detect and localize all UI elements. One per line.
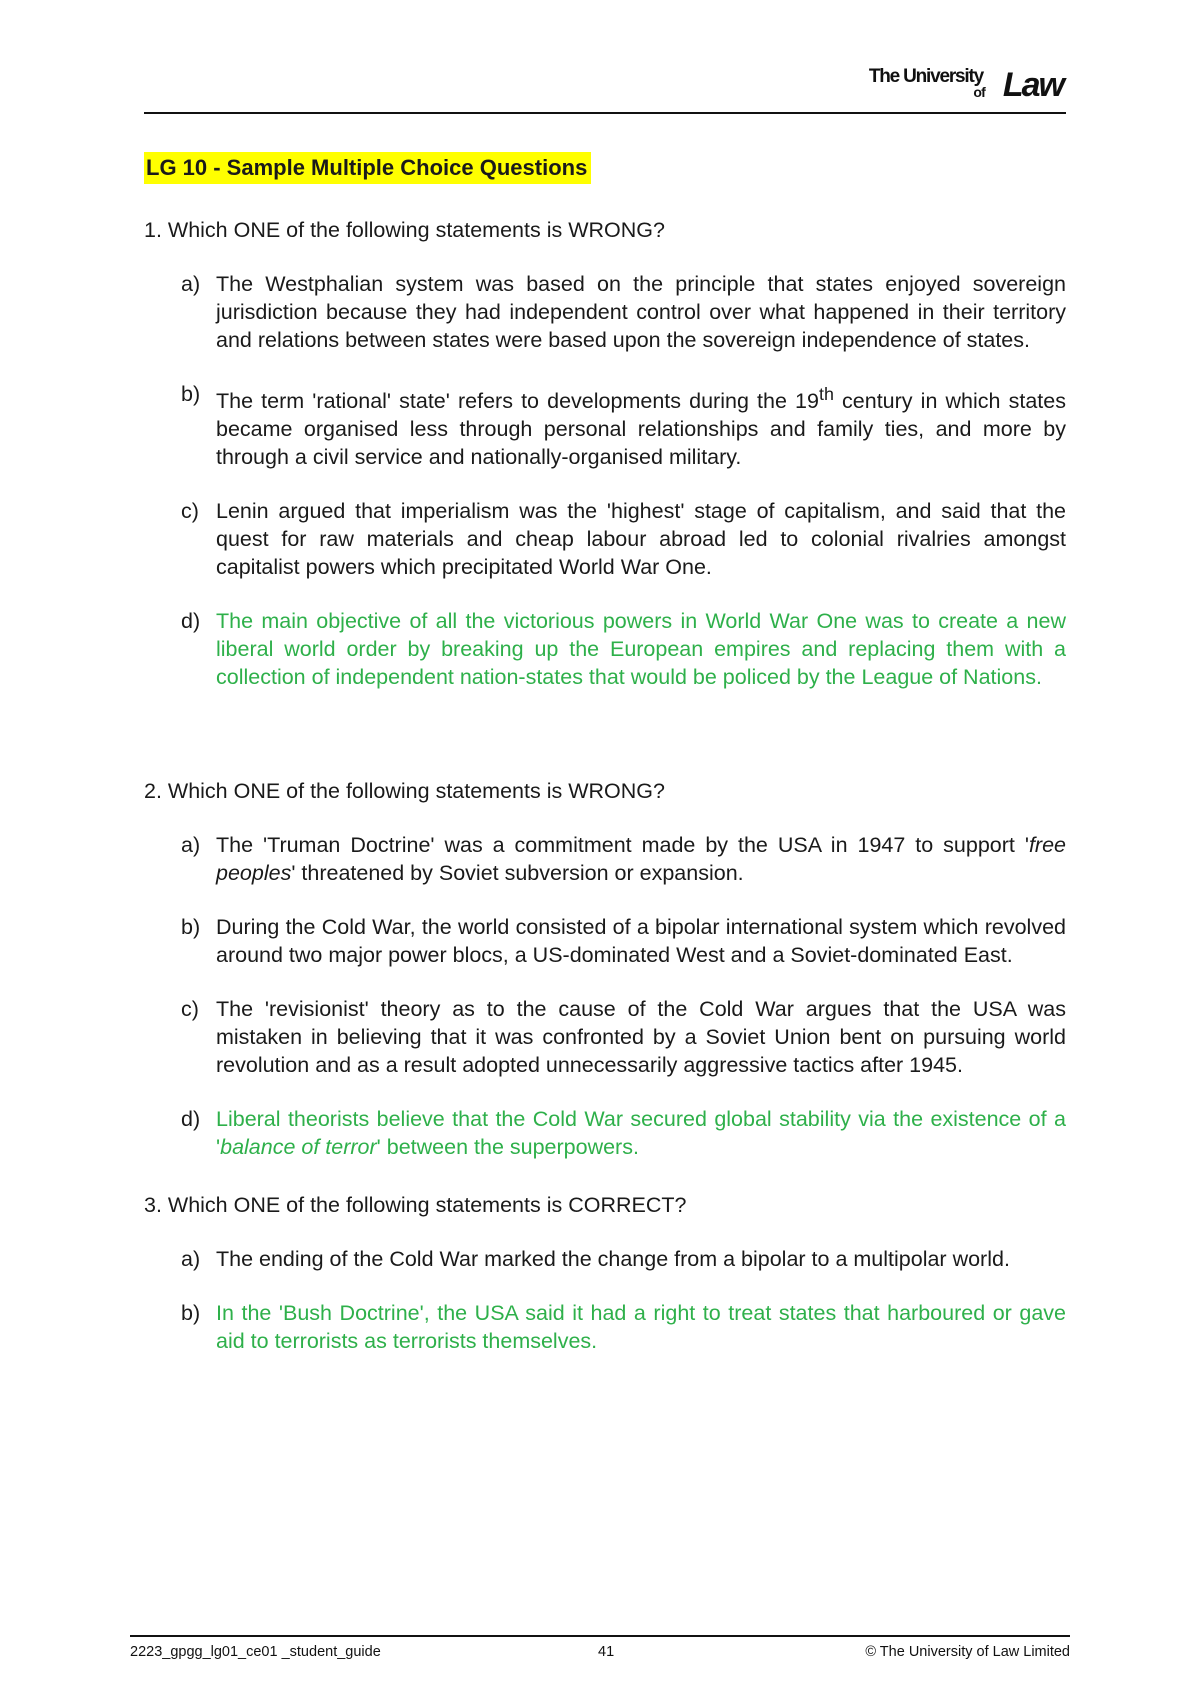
option-2a bbox=[144, 831, 1066, 887]
option-text-answer bbox=[216, 1105, 1066, 1161]
option-text-part: The 'Truman Doctrine' was a commitment made by the USA in 1947 to support ' bbox=[216, 833, 1029, 858]
option-3a bbox=[144, 1245, 1066, 1273]
option-letter: d) bbox=[181, 1107, 201, 1132]
option-1a bbox=[144, 270, 1066, 354]
option-letter: a) bbox=[181, 272, 201, 296]
question-1-prompt: 1. Which ONE of the following statements is WRONG? bbox=[144, 218, 665, 242]
option-text-part: Liberal theorists believe that the Cold War secured global stability via the existence of a ' bbox=[216, 1107, 1066, 1160]
option-letter: b) bbox=[181, 1301, 201, 1326]
option-2b bbox=[144, 913, 1066, 969]
option-text-part: ' between the superpowers. bbox=[376, 1135, 639, 1160]
option-letter: d) bbox=[181, 609, 201, 634]
option-text: Lenin argued that imperialism was the 'highest' stage of capitalism, and said that the quest for raw materials and cheap labour abroad led to colonial rivalries amongst capitalist powers which precipitated World War One. bbox=[216, 499, 1066, 580]
header-rule bbox=[144, 112, 1066, 114]
option-letter: c) bbox=[181, 997, 199, 1022]
superscript: th bbox=[818, 384, 834, 404]
option-letter: b) bbox=[181, 915, 201, 940]
question-3-options bbox=[144, 1245, 1066, 1355]
option-text bbox=[216, 380, 1066, 471]
option-text: The Westphalian system was based on the principle that states enjoyed sovereign jurisdiction because they had independent control over what happened in their territory and relations between states were based upon the sovereign independence of states. bbox=[216, 272, 1066, 352]
question-1-options bbox=[144, 270, 1066, 691]
document-body bbox=[144, 152, 1066, 1381]
option-letter: a) bbox=[181, 833, 201, 858]
option-text bbox=[216, 831, 1066, 887]
option-3b-answer bbox=[144, 1299, 1066, 1355]
option-text-italic: free peoples bbox=[216, 833, 1066, 886]
option-text: The ending of the Cold War marked the change from a bipolar to a multipolar world. bbox=[216, 1247, 1010, 1272]
question-3-prompt: 3. Which ONE of the following statements is CORRECT? bbox=[144, 1193, 687, 1218]
logo-line-1: The University bbox=[868, 66, 983, 87]
option-text: During the Cold War, the world consisted of a bipolar international system which revolved around two major power blocs, a US-dominated West and a Soviet-dominated East. bbox=[216, 915, 1066, 968]
option-letter: c) bbox=[181, 499, 199, 524]
option-2c bbox=[144, 995, 1066, 1079]
option-text: The 'revisionist' theory as to the cause of the Cold War argues that the USA was mistaken in believing that it was confronted by a Soviet Union bent on pursuing world revolution and as a result adopted unnecessarily aggressive tactics after 1945. bbox=[216, 997, 1066, 1078]
logo-line-3: Law bbox=[1002, 66, 1063, 104]
question-2-options bbox=[144, 831, 1066, 1161]
option-text-part: ' threatened by Soviet subversion or expansion. bbox=[291, 861, 744, 886]
option-1d-answer bbox=[144, 607, 1066, 691]
footer-rule bbox=[130, 1635, 1070, 1637]
university-logo bbox=[863, 64, 1063, 104]
option-text-part: The term 'rational' state' refers to developments during the 19 bbox=[216, 389, 819, 414]
footer-document-id: 2223_gpgg_lg01_ce01 _student_guide bbox=[130, 1644, 381, 1660]
option-letter: a) bbox=[181, 1247, 201, 1272]
option-text-answer: The main objective of all the victorious powers in World War One was to create a new liberal world order by breaking up the European empires and replacing them with a collection of independent nation-states that would be policed by the League of Nations. bbox=[216, 609, 1066, 690]
option-1b bbox=[144, 380, 1066, 471]
logo-line-2: of bbox=[973, 84, 985, 100]
question-2-prompt: 2. Which ONE of the following statements is WRONG? bbox=[144, 779, 665, 804]
footer-copyright: © The University of Law Limited bbox=[865, 1644, 1070, 1660]
page-heading: LG 10 - Sample Multiple Choice Questions bbox=[144, 152, 591, 184]
option-text-italic: balance of terror bbox=[220, 1135, 377, 1160]
option-2d-answer bbox=[144, 1105, 1066, 1161]
option-letter: b) bbox=[181, 382, 201, 406]
option-text-answer: In the 'Bush Doctrine', the USA said it had a right to treat states that harboured or gave aid to terrorists as terrorists themselves. bbox=[216, 1301, 1066, 1354]
option-text-part: century in which states became organised less through personal relationships and family ties, and more by through a civil service and nationally-organised military. bbox=[216, 389, 1066, 470]
page-number: 41 bbox=[598, 1644, 615, 1660]
option-1c bbox=[144, 497, 1066, 581]
